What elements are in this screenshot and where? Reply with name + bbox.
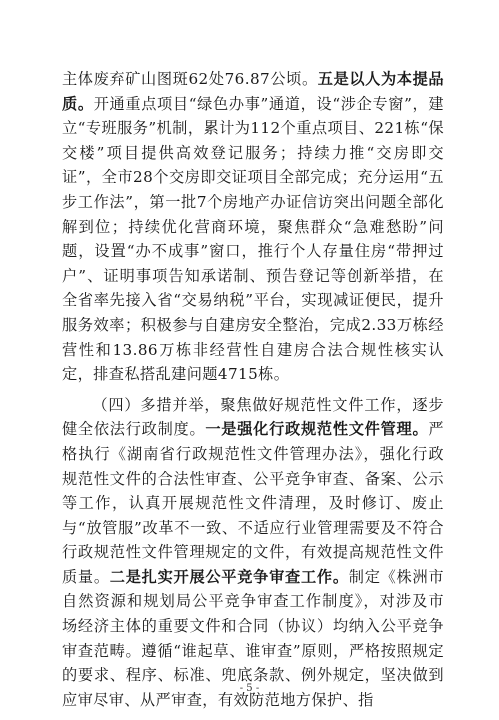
text-run: 主体废弃矿山图斑62处76.87公顷。 <box>62 70 318 88</box>
bold-heading-run: 五是以人为本提品质。 <box>62 70 444 113</box>
page-number: - 5 - <box>239 683 260 694</box>
text-run: 开通重点项目“绿色办事”通道，设“涉企专窗”，建立“专班服务”机制，累计为112个重点项目、221栋“保交楼”项目提供高效登记服务；持续力推“交房即交证”，全市28个交房即交证项目全部完成；充分运用“五步工作法”，第一批7个房地产办证信访突出问题全部化解到位；持续优化营商环境，聚焦群众“急难愁盼”问题，设置“办不成事”窗口，推行个人存量住房“带押过户”、证明事项告知承诺制、预告登记等创新举措，在全省率先接入省“交易纳税”平台，实现减证便民，提升服务效率；积极参与自建房安全整治，完成2.33万栋经营性和13.86万栋非经营性自建房合法合规性核实认定，排查私搭乱建问题4715栋。 <box>62 94 444 384</box>
text-run: 制定《株洲市自然资源和规划局公平竞争审查工作制度》，对涉及市场经济主体的重要文件和合同（协议）均纳入公平竞争审查范畴。遵循“谁起草、谁审查”原则，严格按照规定的要求、程序、标准、兜底条款、例外规定，坚决做到应审尽审、从严审查，有效防范地方保护、指 <box>62 567 445 709</box>
document-body <box>62 67 444 712</box>
paragraph-1 <box>62 67 444 387</box>
text-run: 严格执行《湖南省行政规范性文件管理办法》，强化行政规范性文件的合法性审查、公平竞争审查、备案、公示等工作，认真开展规范性文件清理，及时修订、废止与“放管服”改革不一致、不适应行业管理需要及不符合行政规范性文件管理规定的文件，有效提高规范性文件质量。 <box>62 420 444 586</box>
paragraph-2 <box>62 393 444 713</box>
bold-heading-run: 一是强化行政规范性文件管理。 <box>205 420 429 439</box>
text-run: （四）多措并举，聚焦做好规范性文件工作，逐步健全依法行政制度。 <box>62 395 444 439</box>
bold-heading-run: 二是扎实开展公平竞争审查工作。 <box>109 567 349 586</box>
